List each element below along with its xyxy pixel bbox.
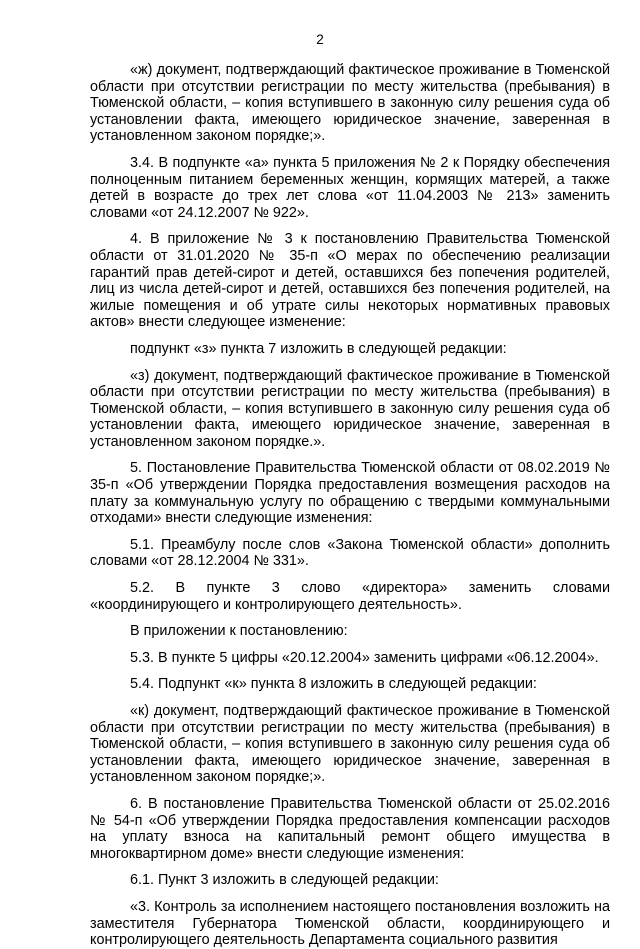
- paragraph: «к) документ, подтверждающий фактическое проживание в Тюменской области при отсутствии регистрации по месту жительства (пребывания) в Тюменской области, – копия вступившего в законную силу решения суда об установлении факта, имеющего юридическое значение, заверенная в установленном законом порядке;».: [90, 703, 610, 786]
- paragraph: 5.2. В пункте 3 слово «директора» заменить словами «координирующего и контролирующего деятельность».: [90, 580, 610, 613]
- paragraph: «з) документ, подтверждающий фактическое проживание в Тюменской области при отсутствии регистрации по месту жительства (пребывания) в Тюменской области, – копия вступившего в законную силу решения суда об установлении факта, имеющего юридическое значение, заверенная в установленном законом порядке.».: [90, 367, 610, 450]
- paragraph: 5.4. Подпункт «к» пункта 8 изложить в следующей редакции:: [130, 676, 537, 693]
- paragraph: «3. Контроль за исполнением настоящего постановления возложить на заместителя Губернатора Тюменской области, координирующего и контролирующего деятельность Департамента социального развития: [90, 898, 610, 949]
- page-number: 2: [316, 32, 324, 47]
- paragraph: 3.4. В подпункте «а» пункта 5 приложения № 2 к Порядку обеспечения полноценным питанием беременных женщин, кормящих матерей, а также детей в возрасте до трех лет слова «от 11.04.2003 № 213» заменить словами «от 24.12.2007 № 922».: [90, 154, 610, 221]
- paragraph: 4. В приложение № 3 к постановлению Правительства Тюменской области от 31.01.2020 № 35-п «О мерах по обеспечению реализации гарантий прав детей-сирот и детей, оставшихся без попечения родителей, лиц из числа детей-сирот и детей, оставшихся без попечения родителей, на жилые помещения и об утрате силы некоторых нормативных правовых актов» внести следующее изменение:: [90, 231, 610, 331]
- paragraph: 5.3. В пункте 5 цифры «20.12.2004» заменить цифрами «06.12.2004».: [130, 649, 599, 666]
- paragraph: В приложении к постановлению:: [130, 623, 348, 640]
- paragraph: «ж) документ, подтверждающий фактическое проживание в Тюменской области при отсутствии регистрации по месту жительства (пребывания) в Тюменской области, – копия вступившего в законную силу решения суда об установлении факта, имеющего юридическое значение, заверенная в установленном законом порядке;».: [90, 62, 610, 145]
- paragraph: 5. Постановление Правительства Тюменской области от 08.02.2019 № 35-п «Об утверждении Порядка предоставления возмещения расходов на плату за коммунальную услугу по обращению с твердыми коммунальными отходами» внести следующие изменения:: [90, 460, 610, 527]
- paragraph: подпункт «з» пункта 7 изложить в следующей редакции:: [130, 340, 507, 357]
- paragraph: 5.1. Преамбулу после слов «Закона Тюменской области» дополнить словами «от 28.12.2004 № 331».: [90, 536, 610, 570]
- document-body: [90, 62, 610, 949]
- paragraph: 6. В постановление Правительства Тюменской области от 25.02.2016 № 54-п «Об утверждении Порядка предоставления компенсации расходов на уплату взноса на капитальный ремонт общего имущества в многоквартирном доме» внести следующие изменения:: [90, 795, 610, 862]
- paragraph: 6.1. Пункт 3 изложить в следующей редакции:: [130, 872, 439, 889]
